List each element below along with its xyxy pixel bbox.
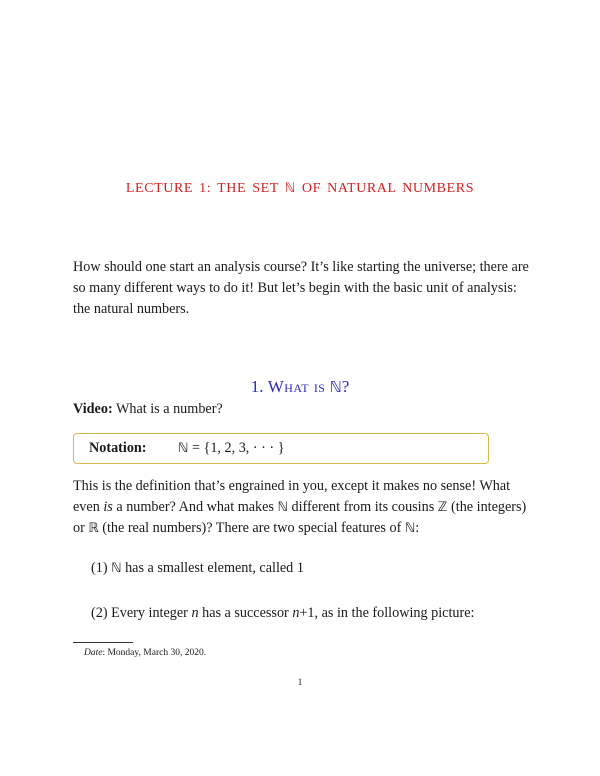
footnote-label: Date: [84, 648, 103, 658]
title-prefix: LECTURE 1: THE SET: [125, 181, 279, 196]
footnote: [84, 648, 206, 658]
notation-formula: [178, 440, 285, 457]
list-item-1-symbol: ℕ: [111, 561, 122, 576]
title-suffix: OF NATURAL NUMBERS: [301, 181, 475, 196]
list-item-1-text: has a smallest element, called 1: [125, 560, 304, 576]
list-item-2-successor: n: [292, 605, 300, 621]
body-emphasis: is: [103, 499, 113, 515]
title-symbol-N: ℕ: [284, 181, 296, 196]
lecture-title: [0, 181, 600, 197]
notation-symbol-N: ℕ: [178, 441, 189, 456]
body-text-4: (the integers) or: [73, 499, 527, 536]
notation-label: Notation:: [89, 440, 147, 456]
body-text-1: This is the definition that’s engrained in you, except it makes no sense! What even: [73, 478, 511, 515]
list-item-2: [91, 605, 474, 622]
body-text-5: (the real numbers)? There are two special features of: [98, 520, 405, 536]
list-item-2-text-b: has a successor: [202, 605, 289, 621]
video-text: What is a number?: [115, 401, 223, 417]
body-text-3: different from its cousins: [287, 499, 438, 515]
notation-box: [73, 433, 489, 464]
body-symbol-N: ℕ: [277, 500, 288, 515]
list-item-2-text-a: Every integer: [111, 605, 188, 621]
list-item-2-plus-one: +1, as in the following picture:: [299, 605, 475, 621]
section-heading-words: What is: [267, 377, 326, 396]
body-symbol-N-2: ℕ: [404, 521, 416, 536]
intro-paragraph: How should one start an analysis course? It’s like starting the universe; there are so many different ways to do it! But let’s begin with the basic unit of analysis: the natural numbers.: [73, 259, 529, 317]
body-text-2: a number? And what makes: [112, 499, 278, 515]
section-number: 1.: [250, 377, 264, 396]
list-marker-1: (1): [91, 560, 108, 576]
footnote-rule: [73, 642, 133, 643]
section-heading: [0, 377, 600, 397]
list-item-2-var-n: n: [191, 605, 199, 621]
list-marker-2: (2): [91, 605, 108, 621]
section-heading-end: ?: [341, 377, 350, 396]
video-line: [73, 401, 223, 418]
video-label: Video:: [73, 401, 113, 417]
list-item-1: [91, 560, 304, 577]
footnote-text: : Monday, March 30, 2020.: [102, 648, 207, 658]
body-symbol-R: ℝ: [88, 521, 99, 536]
notation-set: = {1, 2, 3, · · · }: [191, 440, 285, 456]
body-paragraph: [73, 476, 529, 539]
section-heading-symbol: ℕ: [329, 378, 342, 396]
page-number: 1: [297, 678, 303, 688]
body-text-6: :: [415, 520, 420, 536]
body-symbol-Z: ℤ: [437, 500, 448, 515]
